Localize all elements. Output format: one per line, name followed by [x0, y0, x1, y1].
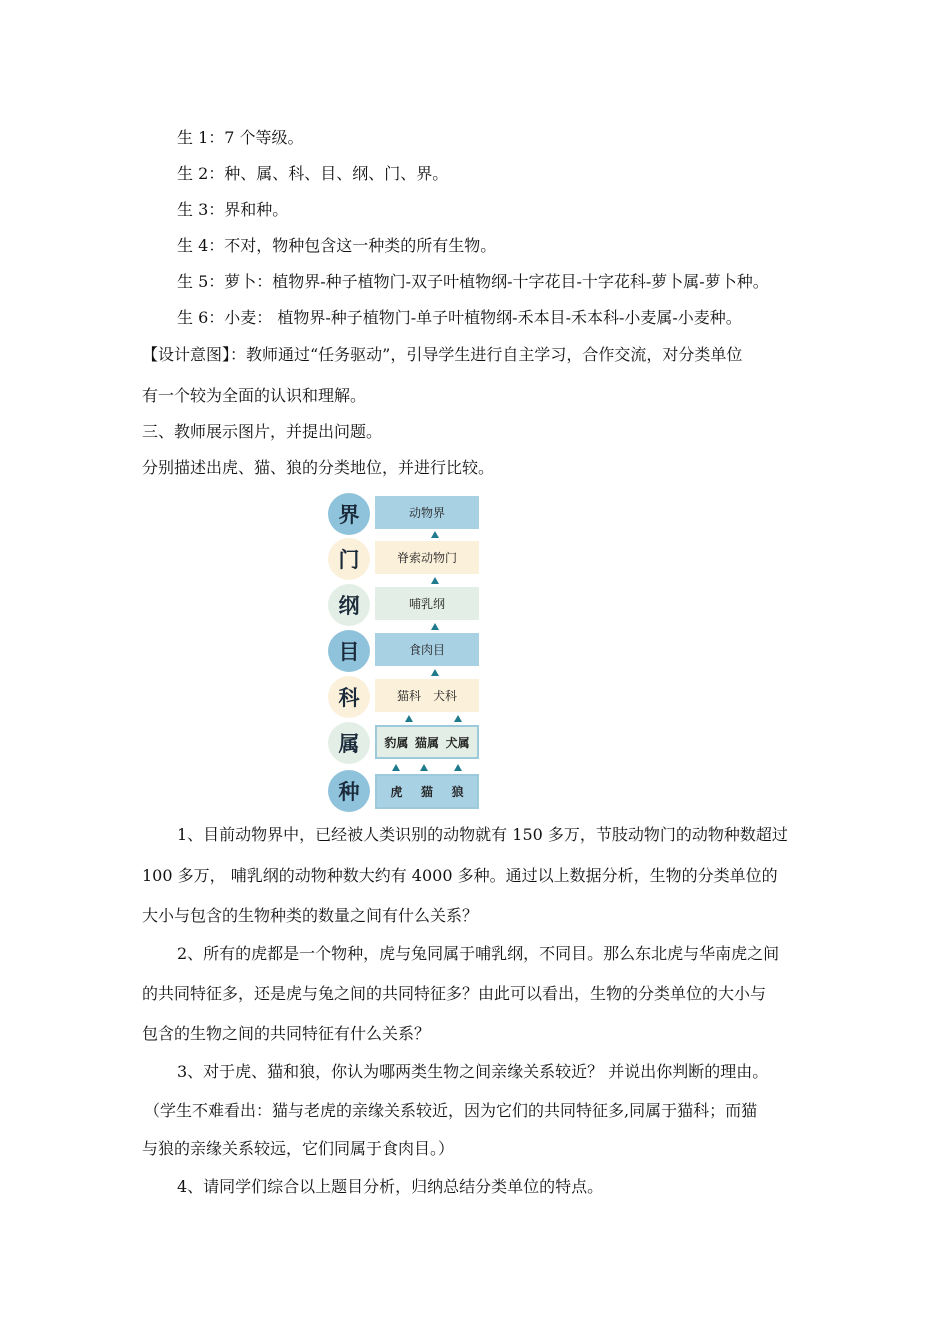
species-wolf: 狼: [451, 785, 464, 799]
question-3-note-1: （学生不难看出：猫与老虎的亲缘关系较近，因为它们的共同特征多,同属于猫科；而猫: [144, 1101, 758, 1120]
arrow-up-icon: [431, 623, 439, 630]
question-1-line-2: 100 多万， 哺乳纲的动物种数大约有 4000 多种。通过以上数据分析，生物的分类单位的: [142, 866, 778, 885]
dialogue-line-5: 生 5：萝卜：植物界-种子植物门-双子叶植物纲-十字花目-十字花科-萝卜属-萝卜种。: [177, 272, 769, 291]
dialogue-line-1: 生 1：7 个等级。: [177, 128, 304, 147]
question-3-note-2: 与狼的亲缘关系较远，它们同属于食肉目。）: [142, 1139, 455, 1158]
question-3-line-1: 3、对于虎、猫和狼，你认为哪两类生物之间亲缘关系较近？ 并说出你判断的理由。: [177, 1062, 769, 1081]
genus-felis: 猫属: [414, 735, 439, 750]
level-family-circle: 科: [328, 676, 370, 718]
design-intent-line-1: 【设计意图】：教师通过“任务驱动”，引导学生进行自主学习，合作交流，对分类单位: [142, 345, 743, 364]
species-cat: 猫: [420, 785, 433, 799]
arrow-up-icon: [431, 669, 439, 676]
level-species-circle: 种: [328, 770, 370, 812]
arrow-up-icon: [405, 715, 413, 722]
arrow-up-icon: [392, 764, 400, 771]
arrow-up-icon: [420, 764, 428, 771]
family-dog: 犬科: [432, 689, 457, 703]
arrow-up-icon: [431, 531, 439, 538]
section-intro: 分别描述出虎、猫、狼的分类地位，并进行比较。: [142, 458, 495, 477]
phylum-box: 脊索动物门: [375, 541, 479, 574]
question-2-line-2: 的共同特征多，还是虎与兔之间的共同特征多？由此可以看出，生物的分类单位的大小与: [142, 984, 767, 1003]
section-heading: 三、教师展示图片，并提出问题。: [142, 422, 383, 441]
family-box: [375, 679, 479, 712]
species-box: [375, 774, 479, 809]
dialogue-line-3: 生 3：界和种。: [177, 200, 289, 219]
level-kingdom-circle: 界: [328, 493, 370, 535]
genus-canis: 犬属: [445, 735, 470, 750]
kingdom-box: 动物界: [375, 496, 479, 529]
arrow-up-icon: [454, 764, 462, 771]
level-genus-circle: 属: [328, 722, 370, 764]
question-1-line-1: 1、目前动物界中，已经被人类识别的动物就有 150 多万，节肢动物门的动物种数超过: [177, 825, 788, 844]
dialogue-line-2: 生 2：种、属、科、目、纲、门、界。: [177, 164, 449, 183]
class-box: 哺乳纲: [375, 587, 479, 620]
level-order-circle: 目: [328, 630, 370, 672]
level-phylum-circle: 门: [328, 538, 370, 580]
family-cat: 猫科: [396, 689, 421, 703]
question-2-line-1: 2、所有的虎都是一个物种，虎与兔同属于哺乳纲，不同目。那么东北虎与华南虎之间: [177, 944, 780, 963]
design-intent-line-2: 有一个较为全面的认识和理解。: [142, 386, 367, 405]
genus-box: [375, 725, 479, 759]
question-2-line-3: 包含的生物之间的共同特征有什么关系？: [142, 1024, 431, 1043]
level-class-circle: 纲: [328, 584, 370, 626]
question-1-line-3: 大小与包含的生物种类的数量之间有什么关系？: [142, 906, 479, 925]
arrow-up-icon: [431, 577, 439, 584]
species-tiger: 虎: [390, 785, 403, 799]
dialogue-line-6: 生 6：小麦： 植物界-种子植物门-单子叶植物纲-禾本目-禾本科-小麦属-小麦种。: [177, 308, 742, 327]
taxonomy-diagram: [328, 493, 482, 813]
question-4-line-1: 4、请同学们综合以上题目分析，归纳总结分类单位的特点。: [177, 1177, 604, 1196]
dialogue-line-4: 生 4：不对，物种包含这一种类的所有生物。: [177, 236, 497, 255]
genus-panthera: 豹属: [384, 735, 409, 750]
arrow-up-icon: [454, 715, 462, 722]
order-box: 食肉目: [375, 633, 479, 666]
